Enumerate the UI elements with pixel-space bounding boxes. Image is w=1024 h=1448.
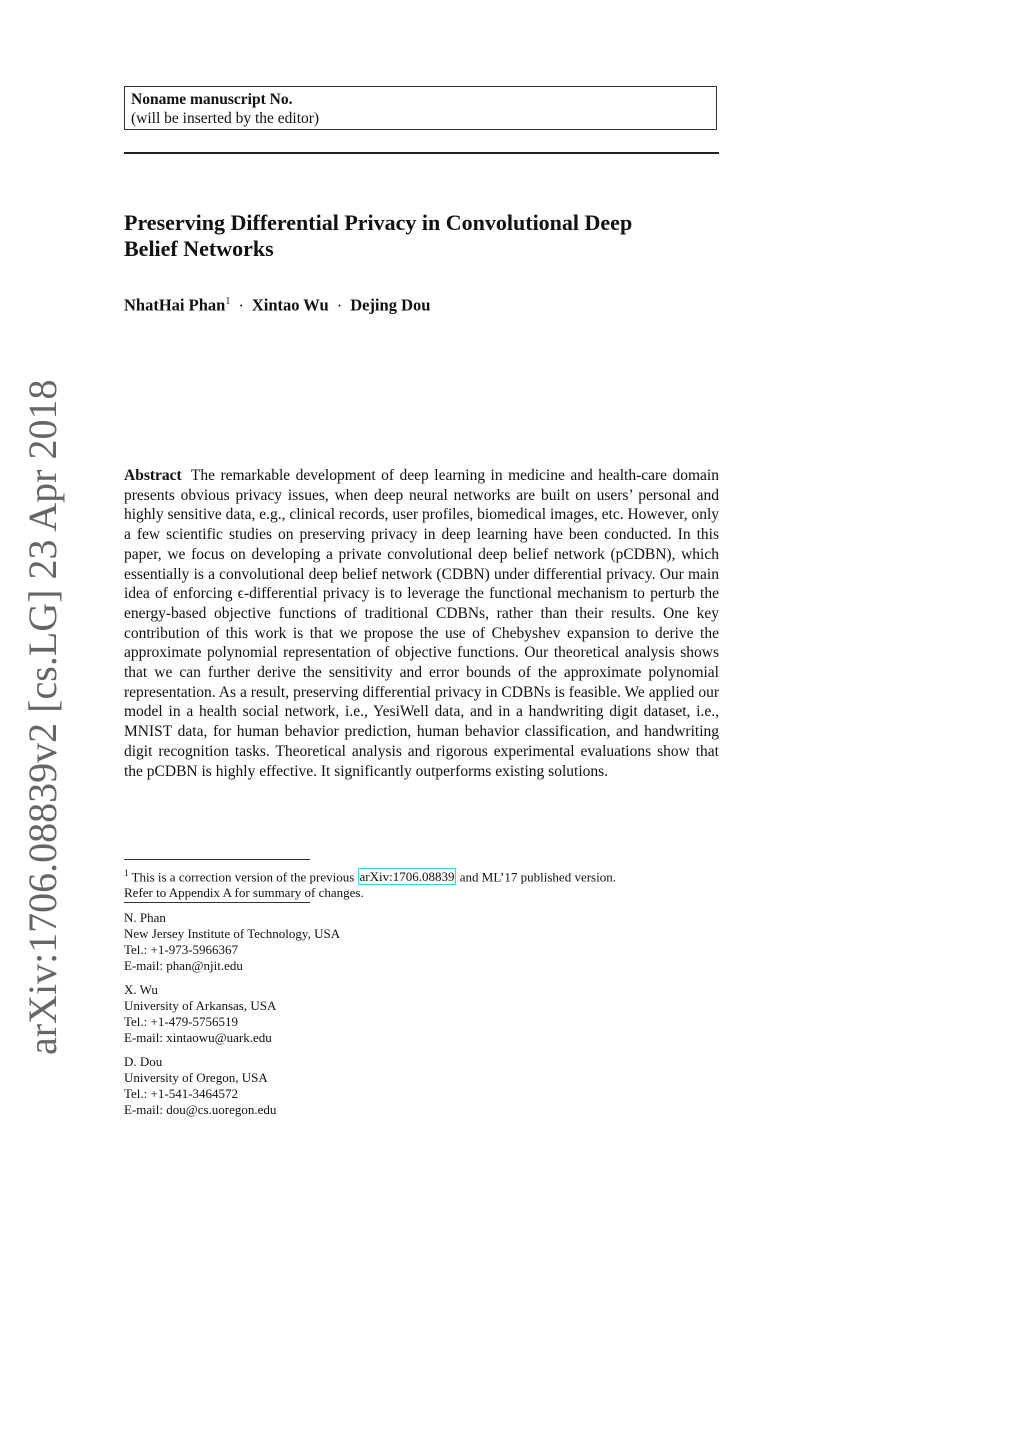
affiliation-name: N. Phan <box>124 910 166 925</box>
author-name: NhatHai Phan <box>124 295 226 315</box>
footnote <box>124 865 720 901</box>
footnote-marker: 1 <box>124 868 129 878</box>
title-line-1: Preserving Differential Privacy in Convolutional Deep <box>124 210 633 235</box>
affiliation-block <box>124 1054 524 1118</box>
abstract-text: The remarkable development of deep learning in medicine and health-care domain presents obvious privacy issues, when deep neural networks are built on users’ personal and highly sensitive data, e.g., clinical records, user profiles, biomedical images, etc. However, only a few scientific studies on preserving privacy in deep learning have been conducted. In this paper, we focus on developing a private convolutional deep belief network (pCDBN), which essentially is a convolutional deep belief network (CDBN) under differential privacy. Our main idea of enforcing ϵ-differential privacy is to leverage the functional mechanism to perturb the energy-based objective functions of traditional CDBNs, rather than their results. One key contribution of this work is that we propose the use of Chebyshev expansion to derive the approximate polynomial representation of objective functions. Our theoretical analysis shows that we can further derive the sensitivity and error bounds of the approximate polynomial representation. As a result, preserving differential privacy in CDBNs is feasible. We applied our model in a health social network, i.e., YesiWell data, and in a handwriting digit dataset, i.e., MNIST data, for human behavior prediction, human behavior classification, and handwriting digit recognition tasks. Theoretical analysis and rigorous experimental evaluations show that the pCDBN is highly effective. It significantly outperforms existing solutions. <box>124 467 719 780</box>
author-separator: · <box>336 295 343 315</box>
header-rule <box>124 152 719 154</box>
affiliation-block <box>124 982 524 1046</box>
author-name: Dejing Dou <box>350 295 431 315</box>
author-separator: · <box>238 295 244 315</box>
paper-title <box>124 210 724 262</box>
footnote-rule <box>124 859 310 860</box>
affiliation-email: E-mail: dou@cs.uoregon.edu <box>124 1102 277 1117</box>
arxiv-identifier-stamp: arXiv:1706.08839v2 [cs.LG] 23 Apr 2018 <box>20 379 65 1055</box>
author-list <box>124 292 724 316</box>
manuscript-number-label: Noname manuscript No. <box>131 91 293 108</box>
footnote-marker: 1 <box>225 296 231 307</box>
editor-note: (will be inserted by the editor) <box>131 110 320 127</box>
footnote-text: This is a correction version of the previous <box>131 869 355 885</box>
affiliation-rule <box>124 902 310 903</box>
affiliation-email: E-mail: xintaowu@uark.edu <box>124 1030 272 1045</box>
affiliation-phone: Tel.: +1-973-5966367 <box>124 942 239 957</box>
abstract-paragraph <box>124 466 719 781</box>
affiliation-institution: University of Arkansas, USA <box>124 998 277 1013</box>
footnote-text: and ML’17 published version. <box>459 869 616 885</box>
footnote-line-2: Refer to Appendix A for summary of changes. <box>124 885 364 901</box>
affiliation-institution: New Jersey Institute of Technology, USA <box>124 926 341 941</box>
affiliation-name: D. Dou <box>124 1054 163 1069</box>
affiliation-phone: Tel.: +1-479-5756519 <box>124 1014 239 1029</box>
affiliation-block <box>124 910 524 974</box>
affiliation-name: X. Wu <box>124 982 158 997</box>
affiliation-phone: Tel.: +1-541-3464572 <box>124 1086 239 1101</box>
editor-notice-box <box>124 86 717 130</box>
author-name: Xintao Wu <box>251 295 329 315</box>
arxiv-link[interactable]: arXiv:1706.08839 <box>359 869 455 885</box>
title-line-2: Belief Networks <box>124 236 274 261</box>
affiliation-email: E-mail: phan@njit.edu <box>124 958 243 973</box>
abstract-label: Abstract <box>124 467 182 484</box>
affiliation-institution: University of Oregon, USA <box>124 1070 268 1085</box>
